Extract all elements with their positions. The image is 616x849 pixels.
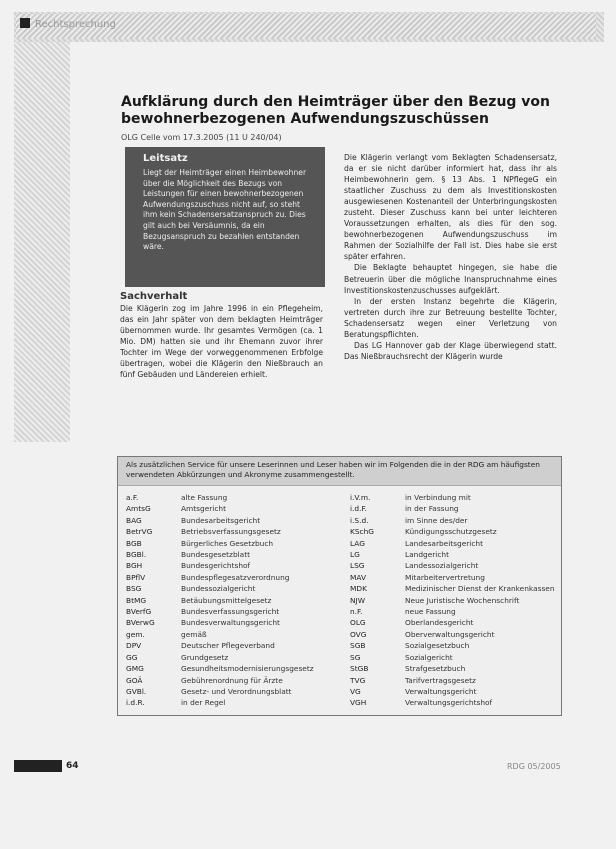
abbreviation-key: NJW [350, 595, 366, 605]
abbreviation-meaning: Landgericht [405, 550, 449, 560]
abbreviation-row [350, 629, 555, 640]
abbreviation-key: BetrVG [126, 527, 153, 537]
page-number: 64 [66, 761, 79, 771]
abbreviation-meaning: Amtsgericht [181, 504, 226, 514]
abbreviation-key: GOÄ [126, 675, 143, 685]
abbreviation-row [126, 697, 314, 708]
abbreviation-meaning: Kündigungsschutzgesetz [405, 527, 497, 537]
abbreviation-meaning: Grundgesetz [181, 652, 229, 662]
abbreviation-row [126, 686, 314, 697]
abbreviation-key: gem. [126, 629, 145, 639]
abbreviation-meaning: Gesetz- und Verordnungsblatt [181, 686, 292, 696]
abbreviation-meaning: Gesundheitsmodernisierungsgesetz [181, 664, 314, 674]
abbreviation-row [126, 515, 314, 526]
abbreviation-row [126, 640, 314, 651]
abbreviation-key: BVerfG [126, 607, 152, 617]
abbreviation-meaning: Betriebsverfassungsgesetz [181, 527, 281, 537]
abbreviation-row [350, 560, 555, 571]
abbreviation-row [350, 686, 555, 697]
abbreviation-meaning: Bundessozialgericht [181, 584, 256, 594]
article-citation: OLG Celle vom 17.3.2005 (11 U 240/04) [121, 133, 282, 142]
abbreviation-row [126, 538, 314, 549]
abbreviation-meaning: Betäubungsmittelgesetz [181, 595, 272, 605]
abbreviation-key: LG [350, 550, 360, 560]
abbreviation-row [126, 549, 314, 560]
abbreviation-meaning: gemäß [181, 629, 207, 639]
abbreviation-key: GG [126, 652, 138, 662]
leitsatz-heading: Leitsatz [143, 153, 188, 164]
abbreviation-key: GMG [126, 664, 144, 674]
abbreviation-row [126, 526, 314, 537]
abbreviation-row [350, 606, 555, 617]
abbreviation-key: VG [350, 686, 361, 696]
abbreviation-row [350, 549, 555, 560]
right-paragraph: Das LG Hannover gab der Klage überwiegend statt. Das Nießbrauchsrecht der Klägerin wurde [344, 340, 557, 361]
abbreviation-key: MAV [350, 572, 367, 582]
abbreviation-row [126, 503, 314, 514]
abbreviation-row [126, 652, 314, 663]
abbreviation-key: BPflV [126, 572, 146, 582]
abbreviation-meaning: Tarifvertragsgesetz [405, 675, 476, 685]
abbreviation-key: BtMG [126, 595, 147, 605]
abbreviation-key: LSG [350, 561, 365, 571]
abbreviation-meaning: Oberverwaltungsgericht [405, 629, 495, 639]
abbreviation-meaning: Medizinischer Dienst der Krankenkassen [405, 584, 555, 594]
abbreviation-row [350, 583, 555, 594]
abbreviation-key: i.d.F. [350, 504, 367, 514]
leitsatz-box [125, 147, 325, 287]
abbreviation-row [350, 697, 555, 708]
left-paragraph: Die Klägerin zog im Jahre 1996 in ein Pflegeheim, das ein Jahr später von dem beklagten Heimträger übernommen wurde. Ihr gesamtes Vermögen (ca. 1 Mio. DM) hatten sie und ihr Ehemann zuvor ihrer Tochter im Wege der vorweggenommenen Erbfolge übertragen, wobei die Klägerin den Nießbrauch an fünf Gebäuden und Ländereien erhielt. [120, 304, 323, 380]
abbreviation-key: BVerwG [126, 618, 155, 628]
abbreviation-key: i.V.m. [350, 493, 371, 502]
abbreviation-meaning: Strafgesetzbuch [405, 664, 466, 674]
abbreviations-intro: Als zusätzlichen Service für unsere Leserinnen und Leser haben wir im Folgenden die in der RDG am häufigsten verwendeten Abkürzungen und Akronyme zusammengestellt. [118, 457, 561, 486]
section-tag [20, 18, 116, 30]
abbreviation-key: BSG [126, 584, 142, 594]
abbreviation-key: BGBl. [126, 550, 147, 560]
abbreviation-key: DPV [126, 641, 142, 651]
abbreviation-row [350, 652, 555, 663]
right-paragraph: Die Klägerin verlangt vom Beklagten Schadensersatz, da er sie nicht darüber informiert hat, dass ihr als Heimbewohnerin gem. § 13 Abs. 1 NPflegeG ein staatlicher Zuschuss zu dem als Investitionskosten ausgewiesenen Kostenanteil der Unterbringungskosten zusteht. Dieser Zuschuss kann bei unter leichteren Voraussetzungen erhalten, als dies für den sog. bewohnerbezogenen Aufwendungszuschuss im Rahmen der Sozialhilfe der Fall ist. Dies habe sie erst später erfahren. [344, 153, 557, 262]
abbreviation-meaning: Sozialgesetzbuch [405, 641, 470, 651]
abbreviation-meaning: im Sinne des/der [405, 515, 468, 525]
abbreviation-meaning: neue Fassung [405, 607, 456, 617]
abbreviation-row [126, 675, 314, 686]
abbreviation-key: SGB [350, 641, 366, 651]
abbreviation-row [350, 663, 555, 674]
abbreviation-row [350, 572, 555, 583]
section-label: Rechtsprechung [35, 19, 116, 30]
margin-band [14, 42, 70, 442]
right-column [344, 152, 557, 362]
abbreviation-key: GVBl. [126, 686, 147, 696]
abbreviation-meaning: Oberlandesgericht [405, 618, 474, 628]
abbreviation-key: StGB [350, 664, 369, 674]
abbreviation-meaning: Gebührenordnung für Ärzte [181, 675, 283, 685]
abbreviation-meaning: Bundespflegesatzverordnung [181, 572, 290, 582]
abbreviation-meaning: in der Regel [181, 698, 226, 708]
abbreviation-meaning: Verwaltungsgericht [405, 686, 477, 696]
abbreviation-row [350, 640, 555, 651]
abbreviation-row [126, 560, 314, 571]
abbreviation-meaning: alte Fassung [181, 493, 228, 502]
abbreviation-key: OVG [350, 629, 367, 639]
right-paragraph: In der ersten Instanz begehrte die Klägerin, vertreten durch ihre zur Betreuung bestellte Tochter, Schadensersatz wegen einer Verletzung von Beratungspflichten. [344, 296, 557, 339]
abbreviation-meaning: Mitarbeitervertretung [405, 572, 485, 582]
right-paragraph: Die Beklagte behauptet hingegen, sie habe die Betreuerin über die mögliche Inanspruchnahme eines Investitionskostenzuschusses aufgeklärt. [344, 263, 557, 295]
abbreviation-meaning: Bundesverwaltungsgericht [181, 618, 280, 628]
abbreviation-key: i.S.d. [350, 515, 369, 525]
abbreviation-row [126, 595, 314, 606]
abbreviation-key: KSchG [350, 527, 375, 537]
sachverhalt-heading: Sachverhalt [120, 291, 188, 302]
abbreviation-key: TVG [350, 675, 366, 685]
leitsatz-text: Liegt der Heimträger einen Heimbewohner über die Möglichkeit des Bezugs von Leistungen für einen bewohnerbezogenen Aufwendungszuschuss nicht auf, so steht ihm kein Schadensersatzanspruch zu. Dies gilt auch bei Versäumnis, da ein Bezugsanspruch zu bezahlen entstanden wäre. [143, 168, 307, 252]
article-title: Aufklärung durch den Heimträger über den Bezug von bewohnerbezogenen Aufwendungszuschüssen [121, 94, 551, 127]
section-square-icon [20, 18, 30, 28]
abbreviation-row [126, 629, 314, 640]
abbreviation-meaning: Deutscher Pflegeverband [181, 641, 275, 651]
abbreviation-key: VGH [350, 698, 367, 708]
abbreviation-meaning: Landesarbeitsgericht [405, 538, 484, 548]
abbreviation-row [350, 675, 555, 686]
issue-label: RDG 05/2005 [507, 762, 561, 771]
abbreviation-row [126, 663, 314, 674]
abbreviation-meaning: Bundesgerichtshof [181, 561, 251, 571]
abbreviation-key: SG [350, 652, 361, 662]
abbreviation-meaning: in der Fassung [405, 504, 459, 514]
abbreviation-row [126, 606, 314, 617]
abbreviation-row [350, 515, 555, 526]
abbreviation-row [350, 595, 555, 606]
abbreviation-row [350, 503, 555, 514]
abbreviation-key: i.d.R. [126, 698, 145, 708]
abbreviation-key: OLG [350, 618, 366, 628]
abbreviation-meaning: Bundesgesetzblatt [181, 550, 251, 560]
abbreviation-row [350, 492, 555, 503]
abbreviation-key: BGH [126, 561, 143, 571]
abbreviation-key: LAG [350, 538, 365, 548]
abbreviation-meaning: Landessozialgericht [405, 561, 479, 571]
abbreviation-meaning: Bürgerliches Gesetzbuch [181, 538, 274, 548]
abbreviation-row [350, 526, 555, 537]
abbreviation-row [126, 583, 314, 594]
abbreviation-meaning: Sozialgericht [405, 652, 453, 662]
abbreviation-key: BGB [126, 538, 142, 548]
abbreviation-row [350, 617, 555, 628]
abbreviation-row [350, 538, 555, 549]
abbreviation-key: a.F. [126, 493, 139, 502]
abbreviation-row [126, 617, 314, 628]
abbreviation-meaning: Bundesarbeitsgericht [181, 515, 261, 525]
footer-bar [14, 760, 62, 772]
abbreviation-key: MDK [350, 584, 367, 594]
abbreviation-row [126, 492, 314, 503]
abbreviation-meaning: Bundesverfassungsgericht [181, 607, 280, 617]
abbreviation-row [126, 572, 314, 583]
abbreviation-key: AmtsG [126, 504, 151, 514]
left-column [120, 303, 323, 380]
abbreviation-key: BAG [126, 515, 142, 525]
abbreviations-left-column [126, 492, 314, 709]
abbreviation-meaning: Verwaltungsgerichtshof [405, 698, 493, 708]
abbreviations-right-column [350, 492, 555, 709]
abbreviation-key: n.F. [350, 607, 363, 617]
abbreviation-meaning: Neue Juristische Wochenschrift [405, 595, 520, 605]
abbreviations-box [117, 456, 562, 716]
abbreviation-meaning: in Verbindung mit [405, 493, 471, 502]
